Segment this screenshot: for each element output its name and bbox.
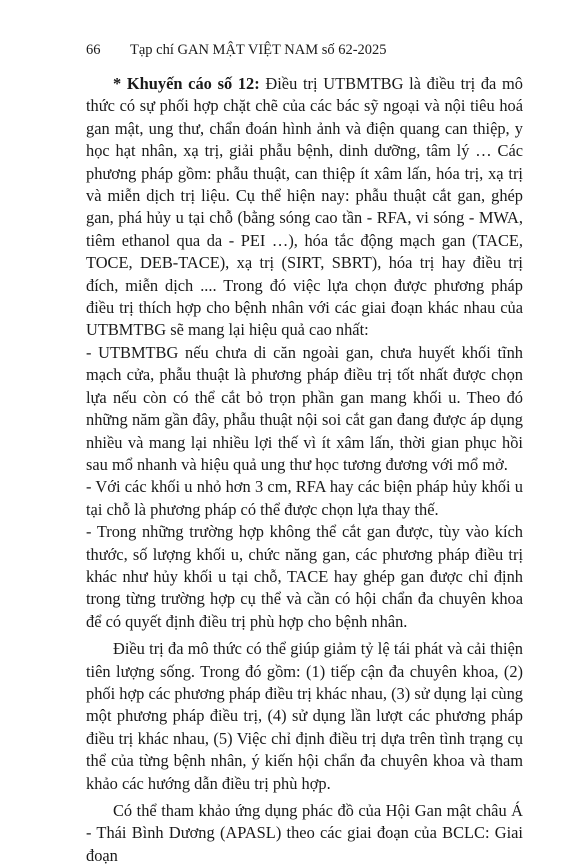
paragraph-apasl: Có thể tham khảo ứng dụng phác đồ của Hội Gan mật châu Á - Thái Bình Dương (APASL) theo các giai đoạn của BCLC: Giai đoạn (86, 801, 523, 865)
recommendation-label: * Khuyến cáo số 12: (113, 74, 260, 93)
bullet-unresectable: - Trong những trường hợp không thể cắt gan được, tùy vào kích thước, số lượng khối u, chức năng gan, các phương pháp điều trị khác như hủy khối u tại chỗ, TACE hay ghép gan được chỉ định trong từng trường hợp cụ thể và cần có hội chẩn đa chuyên khoa để có quyết định điều trị phù hợp cho bệnh nhân. (86, 522, 523, 631)
journal-title: Tạp chí GAN MẬT VIỆT NAM số 62-2025 (130, 42, 387, 58)
bullet-rfa: - Với các khối u nhỏ hơn 3 cm, RFA hay các biện pháp hủy khối u tại chỗ là phương pháp có thể được chọn lựa thay thế. (86, 477, 523, 519)
recommendation-paragraph (86, 73, 523, 342)
paragraph-multimodal: Điều trị đa mô thức có thể giúp giảm tỷ lệ tái phát và cải thiện tiên lượng sống. Trong đó gồm: (1) tiếp cận đa chuyên khoa, (2) phối hợp các phương pháp điều trị khác nhau, (3) sử dụng lại cùng một phương pháp điều trị, (4) sử dụng lần lượt các phương pháp điều trị khác nhau, (5) Việc chỉ định điều trị dựa trên tình trạng cụ thể của từng bệnh nhân, ý kiến hội chẩn đa chuyên khoa và tham khảo các hướng dẫn điều trị phù hợp. (86, 639, 523, 793)
recommendation-text: Điều trị UTBMTBG là điều trị đa mô thức có sự phối hợp chặt chẽ của các bác sỹ ngoại và nội tiêu hoá gan mật, ung thư, chẩn đoán hình ảnh và điện quang can thiệp, y học hạt nhân, xạ trị, giải phẫu bệnh, dinh dưỡng, tâm lý … Các phương pháp gồm: phẫu thuật, can thiệp ít xâm lấn, hóa trị, xạ trị và miễn dịch trị liệu. Cụ thể hiện nay: phẫu thuật cắt gan, ghép gan, phá hủy u tại chỗ (bằng sóng cao tần - RFA, vi sóng - MWA, tiêm ethanol qua da - PEI …), hóa tắc động mạch gan (TACE, TOCE, DEB-TACE), xạ trị (SIRT, SBRT), hóa trị hay điều trị đích, miễn dịch .... Trong đó việc lựa chọn được phương pháp điều trị thích hợp cho bệnh nhân với các giai đoạn khác nhau của UTBMTBG sẽ mang lại hiệu quả cao nhất: (86, 74, 523, 340)
running-header (86, 42, 532, 66)
page-number: 66 (86, 42, 101, 58)
bullet-surgery: - UTBMTBG nếu chưa di căn ngoài gan, chưa huyết khối tĩnh mạch cửa, phẫu thuật là phương pháp điều trị tốt nhất được chọn lựa nếu còn có thể cắt bỏ trọn phần gan mang khối u. Theo đó những năm gần đây, phẫu thuật nội soi cắt gan đang được áp dụng nhiều và mang lại nhiều lợi thế vì ít xâm lấn, thời gian phục hồi sau mổ nhanh và hiệu quả ung thư học tương đương với mổ mở. (86, 342, 523, 474)
article-body (86, 73, 523, 867)
